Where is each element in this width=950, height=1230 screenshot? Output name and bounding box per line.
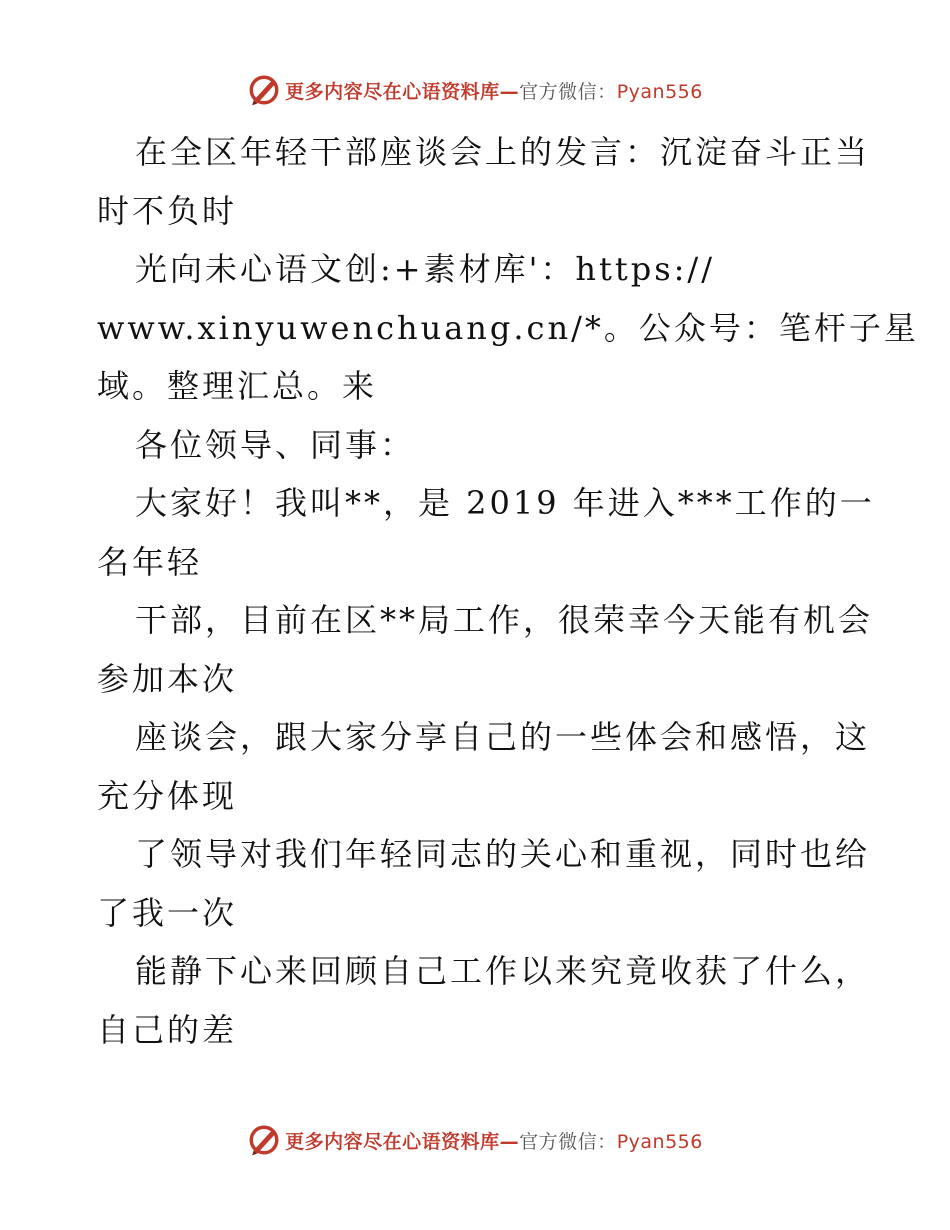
text-line: 干部，目前在区**局工作，很荣幸今天能有机会 xyxy=(135,601,874,639)
text-line: 自己的差 xyxy=(97,1010,238,1049)
watermark-main: 更多内容尽在心语资料库 xyxy=(285,80,500,103)
watermark-text xyxy=(285,77,703,104)
watermark-text xyxy=(285,1127,703,1154)
watermark-official: 官方微信： xyxy=(519,1130,617,1153)
footer-watermark xyxy=(0,1120,950,1160)
text-line: 时不负时 xyxy=(97,191,238,230)
text-line: 座谈会，跟大家分享自己的一些体会和感悟，这 xyxy=(135,718,871,756)
text-line: 充分体现 xyxy=(97,776,238,815)
text-line: 了我一次 xyxy=(97,893,238,932)
text-line: 在全区年轻干部座谈会上的发言：沉淀奋斗正当 xyxy=(135,133,871,171)
text-line: 了领导对我们年轻同志的关心和重视，同时也给 xyxy=(135,835,871,873)
text-line: www.xinyuwenchuang.cn/*。公众号：笔杆子星 xyxy=(97,308,919,347)
watermark-dash: — xyxy=(499,1130,520,1153)
watermark-wechat-id: Pyan556 xyxy=(616,1130,703,1153)
pen-logo-icon xyxy=(247,1123,281,1157)
header-watermark xyxy=(0,70,950,110)
text-line: 参加本次 xyxy=(97,659,238,698)
watermark-wechat-id: Pyan556 xyxy=(616,80,703,103)
text-line: 大家好！我叫**，是 2019 年进入***工作的一 xyxy=(135,484,875,522)
watermark-official: 官方微信： xyxy=(519,80,617,103)
text-line: 各位领导、同事： xyxy=(135,425,416,464)
document-body xyxy=(97,123,919,1059)
pen-logo-icon xyxy=(247,73,281,107)
watermark-main: 更多内容尽在心语资料库 xyxy=(285,1130,500,1153)
text-line: 能静下心来回顾自己工作以来究竟收获了什么， xyxy=(135,952,871,990)
text-line: 域。整理汇总。来 xyxy=(97,367,378,405)
text-line: 光向未心语文创:+素材库'：https:// xyxy=(135,250,715,288)
watermark-dash: — xyxy=(499,80,520,103)
text-line: 名年轻 xyxy=(97,542,203,581)
